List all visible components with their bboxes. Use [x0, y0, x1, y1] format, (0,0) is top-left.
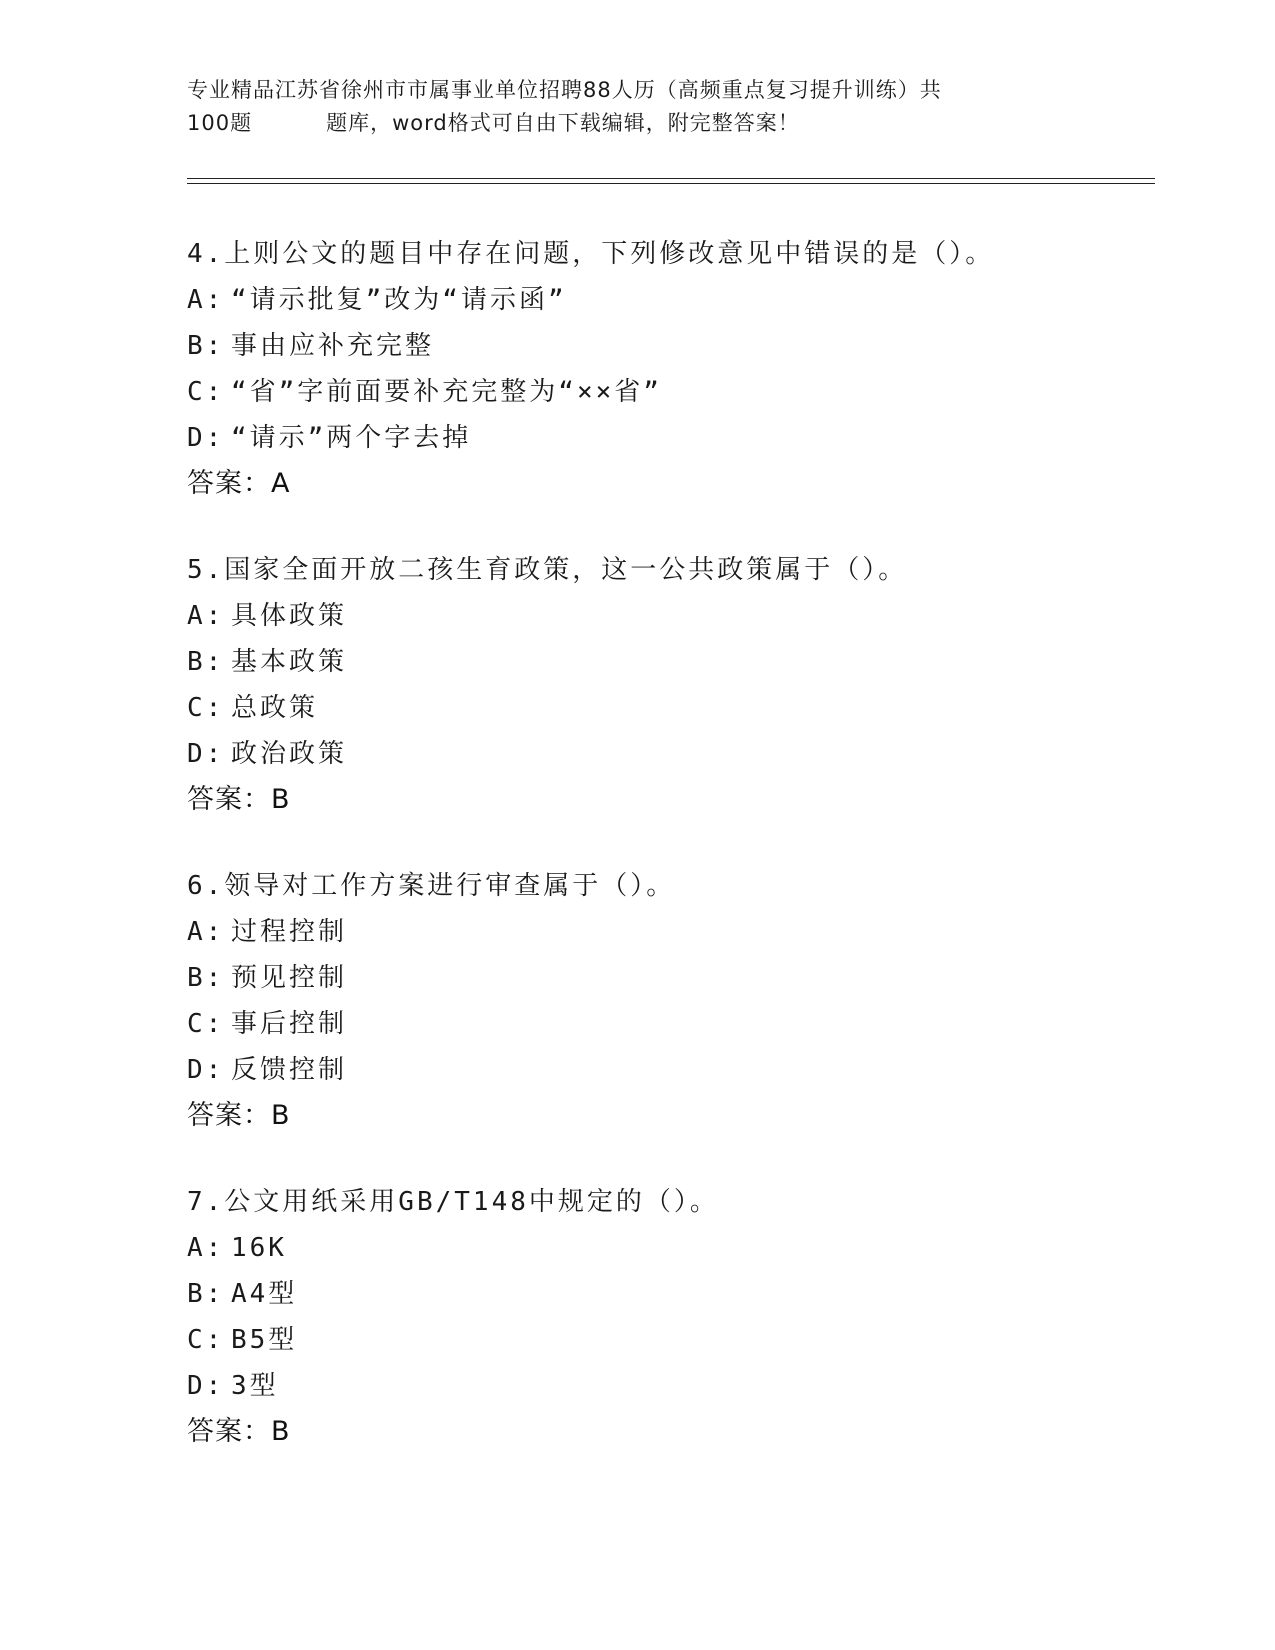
answer: 答案：B: [187, 1416, 291, 1447]
question-5: [187, 547, 1147, 823]
option-a: [187, 277, 1147, 323]
option-letter: C:: [187, 693, 225, 723]
option-letter: A:: [187, 917, 225, 947]
option-d: [187, 1047, 1147, 1093]
option-b: [187, 1271, 1147, 1317]
option-text: 3型: [231, 1371, 279, 1401]
question-7: [187, 1179, 1147, 1455]
answer: 答案：B: [187, 784, 291, 815]
option-text: 总政策: [231, 693, 319, 723]
option-text: 反馈控制: [231, 1055, 348, 1085]
option-c: [187, 369, 1147, 415]
option-letter: D:: [187, 739, 225, 769]
header-line-1: 专业精品江苏省徐州市市属事业单位招聘88人历（高频重点复习提升训练）共: [187, 78, 942, 102]
question-6: [187, 863, 1147, 1139]
option-text: 16K: [231, 1233, 287, 1263]
option-letter: B:: [187, 963, 225, 993]
answer: 答案：A: [187, 468, 291, 499]
option-letter: A:: [187, 285, 225, 315]
option-letter: C:: [187, 377, 225, 407]
question-4: [187, 231, 1147, 507]
option-d: [187, 731, 1147, 777]
option-text: “请示”两个字去掉: [231, 423, 472, 453]
option-a: [187, 1225, 1147, 1271]
option-text: 过程控制: [231, 917, 348, 947]
option-b: [187, 639, 1147, 685]
option-a: [187, 909, 1147, 955]
option-text: 政治政策: [231, 739, 348, 769]
option-letter: A:: [187, 601, 225, 631]
option-letter: D:: [187, 423, 225, 453]
document-header: [187, 74, 1047, 140]
question-stem: 4.上则公文的题目中存在问题，下列修改意见中错误的是（）。: [187, 239, 995, 269]
option-c: [187, 1001, 1147, 1047]
question-stem: 6.领导对工作方案进行审查属于（）。: [187, 871, 676, 901]
option-b: [187, 955, 1147, 1001]
option-c: [187, 1317, 1147, 1363]
header-line-2: [187, 107, 1047, 140]
option-d: [187, 415, 1147, 461]
option-letter: B:: [187, 647, 225, 677]
option-text: 基本政策: [231, 647, 348, 677]
option-letter: B:: [187, 1279, 225, 1309]
option-text: 事由应补充完整: [231, 331, 435, 361]
option-text: A4型: [231, 1279, 298, 1309]
option-letter: D:: [187, 1371, 225, 1401]
option-text: 预见控制: [231, 963, 348, 993]
option-d: [187, 1363, 1147, 1409]
option-a: [187, 593, 1147, 639]
option-letter: C:: [187, 1009, 225, 1039]
header-divider-top: [187, 178, 1155, 179]
option-letter: D:: [187, 1055, 225, 1085]
option-text: 事后控制: [231, 1009, 348, 1039]
header-line-2-text: 题库，word格式可自由下载编辑，附完整答案！: [326, 111, 800, 135]
option-text: “省”字前面要补充完整为“××省”: [231, 377, 662, 407]
header-line-2-count: 100题: [187, 111, 253, 135]
question-stem: 7.公文用纸采用GB/T148中规定的（）。: [187, 1187, 719, 1217]
answer: 答案：B: [187, 1100, 291, 1131]
option-c: [187, 685, 1147, 731]
option-text: B5型: [231, 1325, 298, 1355]
option-text: “请示批复”改为“请示函”: [231, 285, 567, 315]
option-letter: B:: [187, 331, 225, 361]
option-letter: A:: [187, 1233, 225, 1263]
option-letter: C:: [187, 1325, 225, 1355]
option-text: 具体政策: [231, 601, 348, 631]
option-b: [187, 323, 1147, 369]
question-stem: 5.国家全面开放二孩生育政策，这一公共政策属于（）。: [187, 555, 908, 585]
header-divider-bottom: [187, 183, 1155, 184]
